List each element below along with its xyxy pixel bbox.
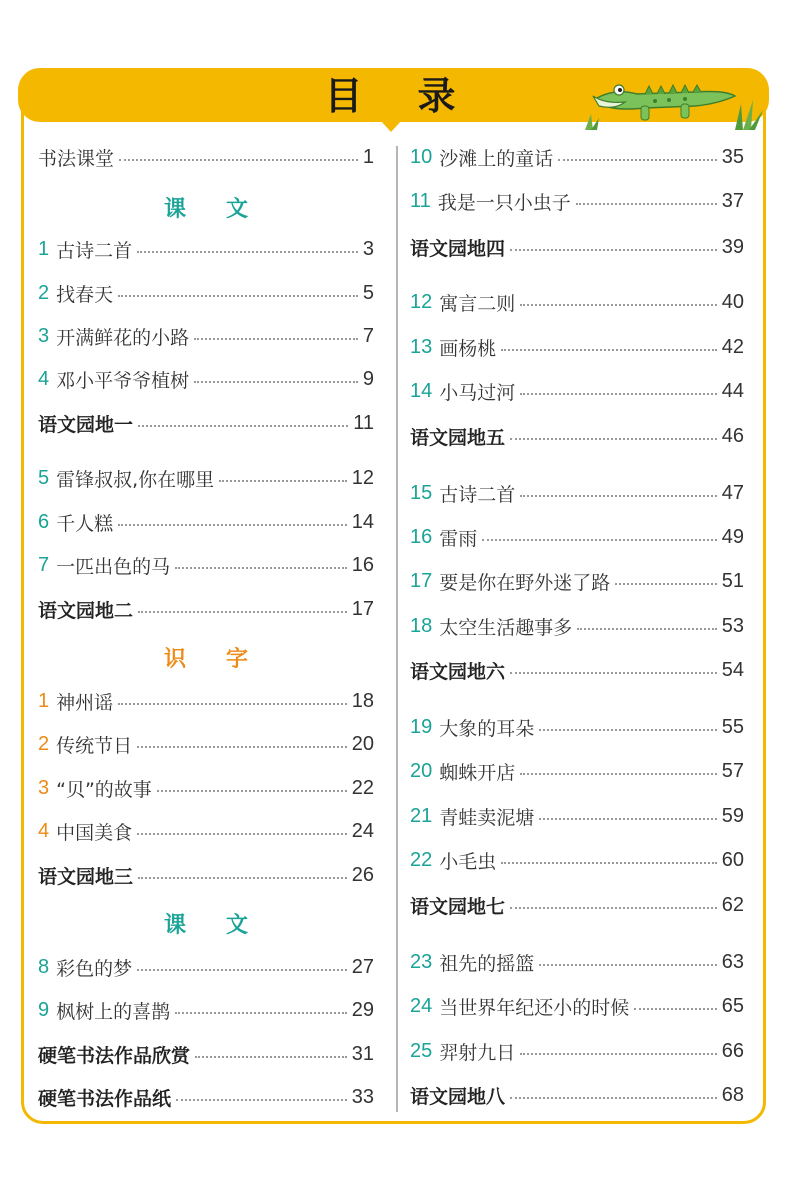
dot-leader — [137, 833, 347, 835]
dot-leader — [510, 438, 717, 440]
toc-entry[interactable] — [38, 686, 374, 716]
dot-leader — [510, 672, 717, 674]
entry-title: 小毛虫 — [439, 850, 497, 873]
dot-leader — [219, 480, 347, 482]
page-number: 37 — [721, 189, 744, 212]
page-number: 9 — [362, 367, 374, 390]
toc-entry[interactable] — [38, 952, 374, 982]
dot-leader — [138, 877, 347, 879]
entry-title: 祖先的摇篮 — [439, 952, 535, 975]
toc-entry[interactable] — [410, 756, 744, 786]
toc-unit-entry[interactable] — [38, 860, 374, 890]
toc-entry[interactable] — [410, 947, 744, 977]
page-number: 46 — [721, 424, 744, 447]
dot-leader — [194, 338, 358, 340]
page-number: 12 — [351, 466, 374, 489]
page-number: 27 — [351, 955, 374, 978]
page-number: 60 — [721, 848, 744, 871]
entry-title: 雷锋叔叔,你在哪里 — [56, 468, 215, 491]
toc-entry[interactable] — [410, 991, 744, 1021]
entry-number: 24 — [410, 994, 433, 1017]
entry-number: 7 — [38, 553, 50, 576]
page-number: 16 — [351, 553, 374, 576]
page-number: 35 — [721, 145, 744, 168]
page-title: 目录 — [324, 74, 511, 118]
entry-number: 9 — [38, 998, 50, 1021]
page-number: 7 — [362, 324, 374, 347]
dot-leader — [577, 628, 716, 630]
dot-leader — [510, 907, 717, 909]
toc-entry[interactable] — [38, 816, 374, 846]
toc-unit-entry[interactable] — [410, 421, 744, 451]
page-number: 29 — [351, 998, 374, 1021]
dot-leader — [138, 611, 347, 613]
entry-title: 彩色的梦 — [56, 957, 133, 980]
entry-number: 14 — [410, 379, 433, 402]
dot-leader — [138, 425, 348, 427]
toc-entry[interactable] — [38, 507, 374, 537]
entry-title: 古诗二首 — [56, 239, 133, 262]
entry-number: 1 — [38, 689, 50, 712]
page-number: 65 — [721, 994, 744, 1017]
column-divider — [396, 146, 398, 1112]
entry-number: 12 — [410, 290, 433, 313]
page-number: 20 — [351, 732, 374, 755]
dot-leader — [118, 524, 347, 526]
dot-leader — [175, 567, 347, 569]
entry-number: 10 — [410, 145, 433, 168]
entry-number: 17 — [410, 569, 433, 592]
entry-number: 5 — [38, 466, 50, 489]
toc-entry[interactable] — [410, 287, 744, 317]
toc-entry[interactable] — [410, 801, 744, 831]
toc-entry[interactable] — [38, 234, 374, 264]
entry-title: 小马过河 — [439, 381, 516, 404]
dot-leader — [195, 1056, 347, 1058]
entry-title: 语文园地八 — [410, 1085, 506, 1108]
page-number: 14 — [351, 510, 374, 533]
toc-entry[interactable] — [38, 995, 374, 1025]
dot-leader — [119, 159, 358, 161]
entry-title: 书法课堂 — [38, 147, 115, 170]
entry-number: 23 — [410, 950, 433, 973]
toc-unit-entry[interactable] — [38, 594, 374, 624]
toc-entry[interactable] — [410, 186, 744, 216]
entry-title: 太空生活趣事多 — [439, 616, 573, 639]
entry-number: 11 — [410, 189, 431, 212]
dot-leader — [118, 703, 347, 705]
page-number: 53 — [721, 614, 744, 637]
dot-leader — [118, 295, 358, 297]
page-number: 3 — [362, 237, 374, 260]
page-number: 18 — [351, 689, 374, 712]
entry-title: 古诗二首 — [439, 483, 516, 506]
toc-unit-entry[interactable] — [38, 1039, 374, 1069]
entry-title: 千人糕 — [56, 512, 114, 535]
entry-title: 语文园地五 — [410, 426, 506, 449]
entry-title: 邓小平爷爷植树 — [56, 369, 190, 392]
page-number: 59 — [721, 804, 744, 827]
entry-title: 语文园地一 — [38, 413, 134, 436]
dot-leader — [539, 818, 716, 820]
page-number: 17 — [351, 597, 374, 620]
toc-entry[interactable] — [38, 142, 374, 172]
page-number: 40 — [721, 290, 744, 313]
page-number: 5 — [362, 281, 374, 304]
page-number: 31 — [351, 1042, 374, 1065]
toc-entry[interactable] — [38, 550, 374, 580]
page-number: 44 — [721, 379, 744, 402]
toc-unit-entry[interactable] — [38, 408, 374, 438]
entry-title: 传统节日 — [56, 734, 133, 757]
entry-title: 寓言二则 — [439, 292, 516, 315]
page-number: 33 — [351, 1085, 374, 1108]
entry-number: 18 — [410, 614, 433, 637]
toc-entry[interactable] — [38, 321, 374, 351]
toc-entry[interactable] — [410, 522, 744, 552]
entry-number: 13 — [410, 335, 433, 358]
entry-title: 雷雨 — [439, 527, 478, 550]
dot-leader — [558, 159, 716, 161]
page-number: 55 — [721, 715, 744, 738]
toc-entry[interactable] — [38, 278, 374, 308]
entry-title: 语文园地三 — [38, 865, 134, 888]
toc-entry[interactable] — [410, 712, 744, 742]
toc-unit-entry[interactable] — [410, 890, 744, 920]
entry-title: 沙滩上的童话 — [439, 147, 554, 170]
toc-entry[interactable] — [410, 845, 744, 875]
page-number: 62 — [721, 893, 744, 916]
page-number: 47 — [721, 481, 744, 504]
entry-number: 1 — [38, 237, 50, 260]
entry-title: “贝”的故事 — [56, 778, 152, 801]
page-number: 54 — [721, 658, 744, 681]
dot-leader — [137, 746, 347, 748]
entry-title: 语文园地七 — [410, 895, 506, 918]
page-number: 63 — [721, 950, 744, 973]
toc-unit-entry[interactable] — [410, 1080, 744, 1110]
entry-number: 16 — [410, 525, 433, 548]
page-number: 49 — [721, 525, 744, 548]
entry-title: 中国美食 — [56, 821, 133, 844]
entry-title: 羿射九日 — [439, 1041, 516, 1064]
page-number: 26 — [351, 863, 374, 886]
dot-leader — [520, 1053, 716, 1055]
entry-title: 青蛙卖泥塘 — [439, 806, 535, 829]
banner-notch — [380, 120, 402, 132]
toc-entry[interactable] — [38, 463, 374, 493]
page-number: 1 — [362, 145, 374, 168]
dot-leader — [520, 773, 716, 775]
dot-leader — [510, 1097, 717, 1099]
dot-leader — [176, 1099, 347, 1101]
entry-title: 硬笔书法作品欣赏 — [38, 1044, 191, 1067]
entry-title: 硬笔书法作品纸 — [38, 1087, 172, 1110]
entry-title: 当世界年纪还小的时候 — [439, 996, 630, 1019]
entry-number: 6 — [38, 510, 50, 533]
entry-title: 蜘蛛开店 — [439, 761, 516, 784]
toc-entry[interactable] — [410, 611, 744, 641]
section-heading: 识字 — [163, 646, 288, 672]
entry-number: 4 — [38, 819, 50, 842]
page-number: 66 — [721, 1039, 744, 1062]
dot-leader — [539, 729, 716, 731]
entry-title: 一匹出色的马 — [56, 555, 171, 578]
entry-title: 语文园地二 — [38, 599, 134, 622]
entry-title: 要是你在野外迷了路 — [439, 571, 611, 594]
dot-leader — [157, 790, 347, 792]
toc-unit-entry[interactable] — [410, 655, 744, 685]
dot-leader — [615, 583, 716, 585]
dot-leader — [194, 381, 358, 383]
dot-leader — [501, 862, 716, 864]
toc-entry[interactable] — [410, 142, 744, 172]
dot-leader — [576, 203, 717, 205]
dot-leader — [520, 304, 716, 306]
page-number: 42 — [721, 335, 744, 358]
entry-number: 3 — [38, 776, 50, 799]
entry-number: 22 — [410, 848, 433, 871]
entry-number: 2 — [38, 732, 50, 755]
entry-number: 4 — [38, 367, 50, 390]
entry-number: 15 — [410, 481, 433, 504]
entry-title: 我是一只小虫子 — [437, 191, 571, 214]
entry-number: 20 — [410, 759, 433, 782]
entry-title: 找春天 — [56, 283, 114, 306]
toc-unit-entry[interactable] — [410, 232, 744, 262]
entry-title: 神州谣 — [56, 691, 114, 714]
page-number: 39 — [721, 235, 744, 258]
dot-leader — [137, 251, 358, 253]
toc-entry[interactable] — [38, 729, 374, 759]
entry-number: 25 — [410, 1039, 433, 1062]
entry-title: 枫树上的喜鹊 — [56, 1000, 171, 1023]
dot-leader — [137, 969, 347, 971]
entry-title: 语文园地六 — [410, 660, 506, 683]
toc-entry[interactable] — [410, 566, 744, 596]
entry-number: 2 — [38, 281, 50, 304]
dot-leader — [520, 393, 716, 395]
toc-entry[interactable] — [38, 773, 374, 803]
dot-leader — [539, 964, 716, 966]
page-number: 68 — [721, 1083, 744, 1106]
page-number: 51 — [721, 569, 744, 592]
toc-entry[interactable] — [410, 1036, 744, 1066]
page-number: 24 — [351, 819, 374, 842]
toc-entry[interactable] — [38, 364, 374, 394]
section-heading: 课文 — [163, 912, 288, 938]
dot-leader — [520, 495, 716, 497]
toc-entry[interactable] — [410, 478, 744, 508]
toc-unit-entry[interactable] — [38, 1082, 374, 1112]
page-number: 22 — [351, 776, 374, 799]
dot-leader — [175, 1012, 347, 1014]
page-number: 11 — [353, 411, 374, 434]
toc-entry[interactable] — [410, 332, 744, 362]
entry-number: 19 — [410, 715, 433, 738]
toc-entry[interactable] — [410, 376, 744, 406]
entry-title: 大象的耳朵 — [439, 717, 535, 740]
section-heading: 课文 — [163, 196, 288, 222]
dot-leader — [482, 539, 716, 541]
dot-leader — [501, 349, 716, 351]
dot-leader — [510, 249, 717, 251]
entry-number: 3 — [38, 324, 50, 347]
entry-title: 开满鲜花的小路 — [56, 326, 190, 349]
entry-title: 语文园地四 — [410, 237, 506, 260]
entry-number: 8 — [38, 955, 50, 978]
crocodile-illustration — [585, 74, 765, 134]
entry-title: 画杨桃 — [439, 337, 497, 360]
entry-number: 21 — [410, 804, 433, 827]
page-number: 57 — [721, 759, 744, 782]
dot-leader — [634, 1008, 716, 1010]
